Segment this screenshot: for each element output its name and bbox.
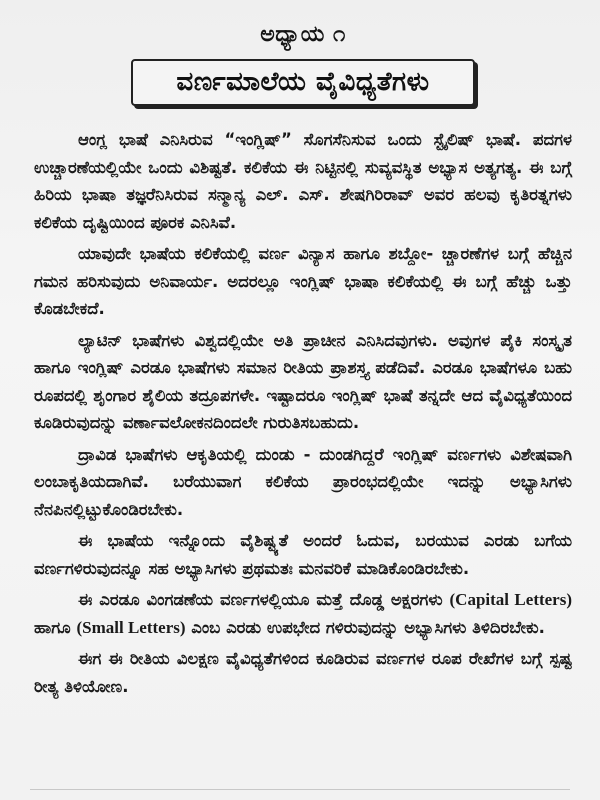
page-title: ವರ್ಣಮಾಲೆಯ ವೈವಿಧ್ಯತೆಗಳು <box>176 67 430 97</box>
paragraph-5: ಈ ಭಾಷೆಯ ಇನ್ನೊಂದು ವೈಶಿಷ್ಟ್ಯತೆ ಅಂದರೆ ಓದುವ, ಬರಯುವ ಎರಡು ಬಗೆಯ ವರ್ಣಗಳಿರುವುದನ್ನೂ ಸಹ ಅಭ್ಯಾಸಿಗಳು ಪ್ರಥಮತಃ ಮನವರಿಕೆ ಮಾಡಿಕೊಂಡಿರಬೇಕು. <box>34 531 572 578</box>
small-letters-term: (Small Letters) <box>76 617 186 637</box>
body-text <box>34 126 572 700</box>
paragraph-6-start: ಈ ಎರಡೂ ವಿಂಗಡಣೆಯ ವರ್ಣಗಳಲ್ಲಿಯೂ ಮತ್ತೆ ದೊಡ್ಡ ಅಕ್ಷರಗಳು <box>78 590 450 609</box>
paragraph-7: ಈಗ ಈ ರೀತಿಯ ವಿಲಕ್ಷಣ ವೈವಿಧ್ಯತೆಗಳಿಂದ ಕೂಡಿರುವ ವರ್ಣಗಳ ರೂಪ ರೇಖೆಗಳ ಬಗ್ಗೆ ಸ್ಪಷ್ಟ ರೀತ್ಯ ತಿಳಿಯೋಣ. <box>34 649 572 696</box>
chapter-heading: ಅಧ್ಯಾಯ ೧ <box>260 22 346 47</box>
page-edge <box>30 789 570 790</box>
paragraph-4: ದ್ರಾವಿಡ ಭಾಷೆಗಳು ಆಕೃತಿಯಲ್ಲಿ ದುಂಡು - ದುಂಡಗಿದ್ದರೆ ಇಂಗ್ಲಿಷ್ ವರ್ಣಗಳು ವಿಶೇಷವಾಗಿ ಲಂಬಾಕೃತಿಯದಾಗಿವೆ. ಬರೆಯುವಾಗ ಕಲಿಕೆಯ ಪ್ರಾರಂಭದಲ್ಲಿಯೇ ಇದನ್ನು ಅಭ್ಯಾಸಿಗಳು ನೆನಪಿನಲ್ಲಿಟ್ಟುಕೊಂಡಿರಬೇಕು. <box>34 444 572 519</box>
paragraph-6 <box>34 586 572 641</box>
capital-letters-term: (Capital Letters) <box>449 590 573 609</box>
paragraph-2: ಯಾವುದೇ ಭಾಷೆಯ ಕಲಿಕೆಯಲ್ಲಿ ವರ್ಣ ವಿನ್ಯಾಸ ಹಾಗೂ ಶಬ್ದೋ- ಚ್ಚಾರಣೆಗಳ ಬಗ್ಗೆ ಹೆಚ್ಚಿನ ಗಮನ ಹರಿಸುವುದು ಅನಿವಾರ್ಯ. ಅದರಲ್ಲೂ ಇಂಗ್ಲಿಷ್ ಭಾಷಾ ಕಲಿಕೆಯಲ್ಲಿ ಈ ಬಗ್ಗೆ ಹೆಚ್ಚು ಒತ್ತು ಕೊಡಬೇಕದೆ. <box>34 244 572 318</box>
paragraph-6-middle: ಹಾಗೂ <box>34 617 77 637</box>
title-box <box>131 59 475 106</box>
paragraph-6-end: ಎಂಬ ಎರಡು ಉಪಭೇದ ಗಳಿರುವುದನ್ನು ಅಭ್ಯಾಸಿಗಳು ತಿಳಿದಿರಬೇಕು. <box>185 617 545 637</box>
paragraph-1: ಆಂಗ್ಲ ಭಾಷೆ ಎನಿಸಿರುವ “ಇಂಗ್ಲಿಷ್” ಸೊಗಸೆನಿಸುವ ಒಂದು ಸ್ಟೈಲಿಷ್ ಭಾಷೆ. ಪದಗಳ ಉಚ್ಚಾರಣೆಯಲ್ಲಿಯೇ ಒಂದು ವಿಶಿಷ್ಟತೆ. ಕಲಿಕೆಯ ಈ ನಿಟ್ಟಿನಲ್ಲಿ ಸುವ್ಯವಸ್ಥಿತ ಅಭ್ಯಾಸ ಅತ್ಯಗತ್ಯ. ಈ ಬಗ್ಗೆ ಹಿರಿಯ ಭಾಷಾ ತಜ್ಞರೆನಿಸಿರುವ ಸನ್ಮಾನ್ಯ ಎಲ್. ಎಸ್. ಶೇಷಗಿರಿರಾವ್ ಅವರ ಹಲವು ಕೃತಿರತ್ನಗಳು ಕಲಿಕೆಯ ದೃಷ್ಟಿಯಿಂದ ಪೂರಕ ಎನಿಸಿವೆ. <box>34 130 572 232</box>
paragraph-3: ಲ್ಯಾಟಿನ್ ಭಾಷೆಗಳು ವಿಶ್ವದಲ್ಲಿಯೇ ಅತಿ ಪ್ರಾಚೀನ ಎನಿಸಿದವುಗಳು. ಅವುಗಳ ಪೈಕಿ ಸಂಸ್ಕೃತ ಹಾಗೂ ಇಂಗ್ಲಿಷ್ ಎರಡೂ ಭಾಷೆಗಳು ಸಮಾನ ರೀತಿಯ ಪ್ರಾಶಸ್ತ್ಯ ಪಡೆದಿವೆ. ಎರಡೂ ಭಾಷೆಗಳೂ ಬಹು ರೂಪದಲ್ಲಿ ಶೃಂಗಾರ ಶೈಲಿಯ ತದ್ರೂಪಗಳೇ. ಇಷ್ಟಾದರೂ ಇಂಗ್ಲಿಷ್ ಭಾಷೆ ತನ್ನದೇ ಆದ ವೈವಿಧ್ಯತೆಯಿಂದ ಕೂಡಿರುವುದನ್ನು ವರ್ಣಾವಲೋಕನದಿಂದಲೇ ಗುರುತಿಸಬಹುದು. <box>34 330 572 432</box>
